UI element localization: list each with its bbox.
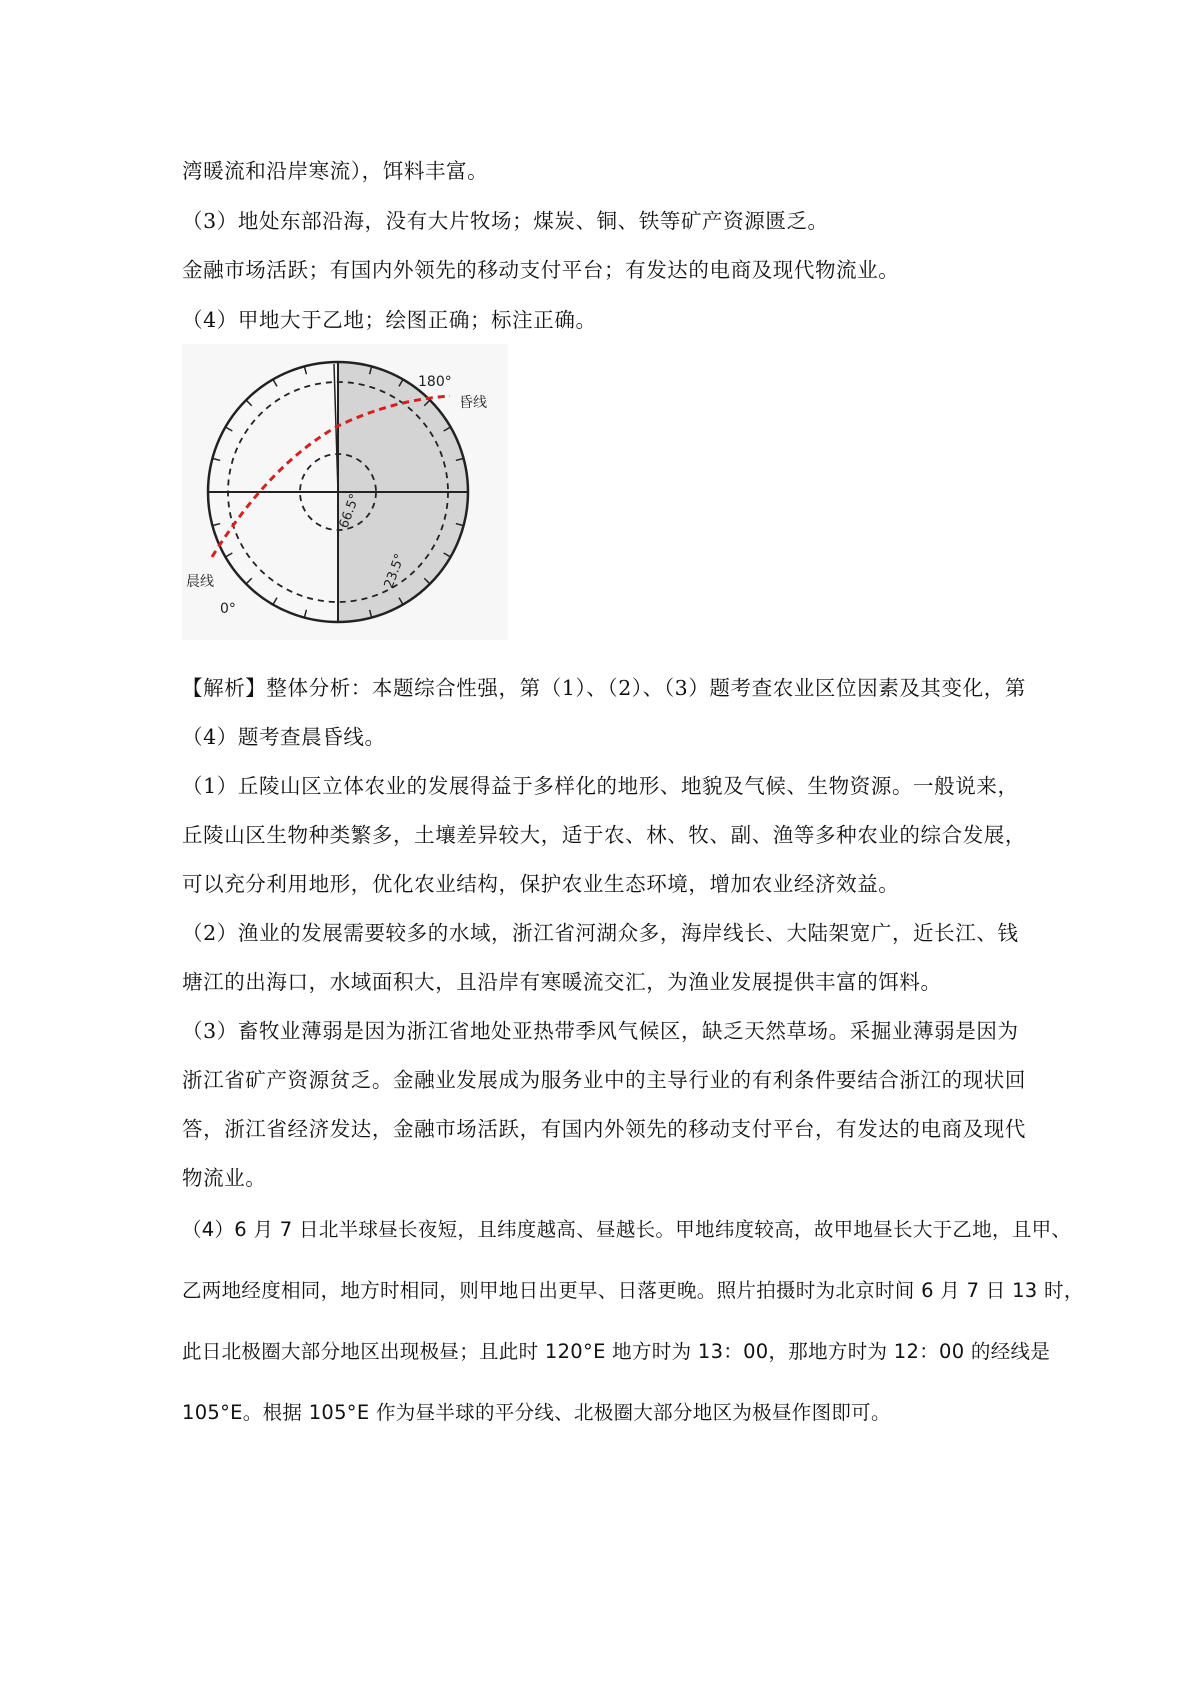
label-0: 0° xyxy=(220,601,236,617)
answer-line-1: 湾暖流和沿岸寒流），饵料丰富。 xyxy=(182,159,489,183)
label-66-5: 66.5° xyxy=(336,491,363,531)
label-dusk-line: 昏线 xyxy=(459,395,487,411)
analysis-line-4: 丘陵山区生物种类繁多，土壤差异较大，适于农、林、牧、副、渔等多种农业的综合发展， xyxy=(182,823,1026,847)
analysis-line-10: 答，浙江省经济发达，金融市场活跃，有国内外领先的移动支付平台，有发达的电商及现代 xyxy=(182,1117,1026,1141)
analysis-line-6: （2）渔业的发展需要较多的水域，浙江省河湖众多，海岸线长、大陆架宽广，近长江、钱 xyxy=(182,921,1019,945)
analysis-line-12: （4）6 月 7 日北半球昼长夜短，且纬度越高、昼越长。甲地纬度较高，故甲地昼长大于乙地，且甲、 xyxy=(182,1218,1072,1241)
answer-line-4: （4）甲地大于乙地；绘图正确；标注正确。 xyxy=(182,308,597,332)
analysis-line-11: 物流业。 xyxy=(182,1166,267,1190)
label-dawn-line: 晨线 xyxy=(186,574,214,590)
analysis-line-8: （3）畜牧业薄弱是因为浙江省地处亚热带季风气候区，缺乏天然草场。采掘业薄弱是因为 xyxy=(182,1019,1019,1043)
answer-line-3: 金融市场活跃；有国内外领先的移动支付平台；有发达的电商及现代物流业。 xyxy=(182,258,900,282)
analysis-line-14: 此日北极圈大部分地区出现极昼；且此时 120°E 地方时为 13：00，那地方时为 12：00 的经线是 xyxy=(182,1340,1051,1363)
analysis-line-1: 【解析】整体分析：本题综合性强，第（1）、（2）、（3）题考查农业区位因素及其变化，第 xyxy=(182,676,1026,700)
analysis-line-2: （4）题考查晨昏线。 xyxy=(182,725,386,749)
analysis-line-5: 可以充分利用地形，优化农业结构，保护农业生态环境，增加农业经济效益。 xyxy=(182,872,900,896)
label-180: 180° xyxy=(418,374,452,390)
polar-daylight-diagram xyxy=(182,344,508,640)
analysis-line-3: （1）丘陵山区立体农业的发展得益于多样化的地形、地貌及气候、生物资源。一般说来， xyxy=(182,774,1019,798)
answer-line-2: （3）地处东部沿海，没有大片牧场；煤炭、铜、铁等矿产资源匮乏。 xyxy=(182,209,829,233)
analysis-line-9: 浙江省矿产资源贫乏。金融业发展成为服务业中的主导行业的有利条件要结合浙江的现状回 xyxy=(182,1068,1026,1092)
analysis-line-15: 105°E。根据 105°E 作为昼半球的平分线、北极圈大部分地区为极昼作图即可。 xyxy=(182,1401,891,1424)
label-23-5: 23.5° xyxy=(381,551,408,591)
analysis-line-7: 塘江的出海口，水域面积大，且沿岸有寒暖流交汇，为渔业发展提供丰富的饵料。 xyxy=(182,970,942,994)
analysis-line-13: 乙两地经度相同，地方时相同，则甲地日出更早、日落更晚。照片拍摄时为北京时间 6 月 7 日 13 时， xyxy=(182,1279,1084,1302)
